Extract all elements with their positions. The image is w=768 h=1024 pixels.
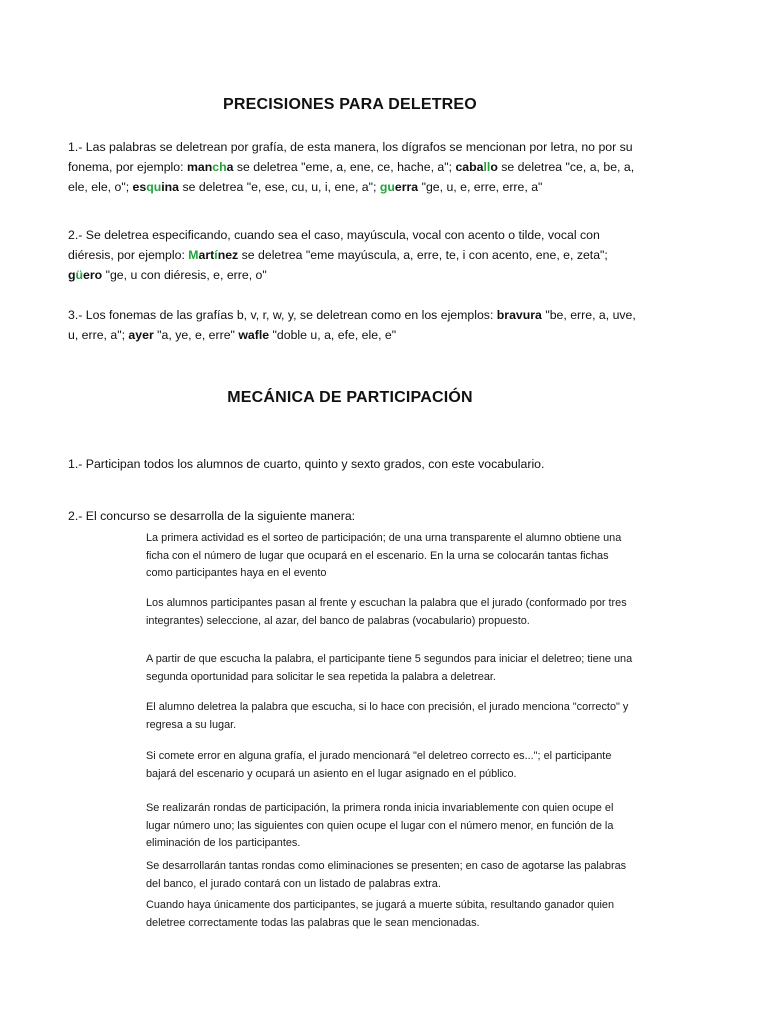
step-5: Si comete error en alguna grafía, el jurado mencionará "el deletreo correcto es..."; el participante bajará del escenario y ocupará un asiento en el lugar asignado en el público. bbox=[146, 750, 612, 780]
rule-1: 1.- Las palabras se deletrean por grafía, de esta manera, los dígrafos se mencionan por letra, no por su fonema, por ejemplo: mancha se deletrea "eme, a, ene, ce, hache, a"; caballo se deletrea "ce, a, be, a, ele, ele, o"; esquina se deletrea "e, ese, cu, u, i, ene, a"; guerra "ge, u, e, erre, erre, a" bbox=[68, 140, 635, 194]
example-word-caballo: caballo bbox=[455, 160, 498, 174]
mechanics-item-2: 2.- El concurso se desarrolla de la siguiente manera: bbox=[68, 509, 356, 523]
example-word-guero: güero bbox=[68, 268, 103, 282]
mechanics-item-1: 1.- Participan todos los alumnos de cuarto, quinto y sexto grados, con este vocabulario. bbox=[68, 457, 545, 471]
section-title-mecanica: MECÁNICA DE PARTICIPACIÓN bbox=[227, 389, 473, 406]
step-2: Los alumnos participantes pasan al frente y escuchan la palabra que el jurado (conformado por tres integrantes) seleccione, al azar, del banco de palabras (vocabulario) propuesto. bbox=[146, 597, 627, 627]
example-word-ayer: ayer bbox=[128, 328, 154, 342]
step-7: Se desarrollarán tantas rondas como eliminaciones se presenten; en caso de agotarse las palabras del banco, el jurado contará con un listado de palabras extra. bbox=[146, 860, 627, 890]
step-3: A partir de que escucha la palabra, el participante tiene 5 segundos para iniciar el deletreo; tiene una segunda oportunidad para solicitar le sea repetida la palabra a deletrear. bbox=[146, 653, 633, 683]
step-8: Cuando haya únicamente dos participantes, se jugará a muerte súbita, resultando ganador quien deletree correctamente todas las palabras que le sean mencionadas. bbox=[146, 899, 614, 929]
step-4: El alumno deletrea la palabra que escucha, si lo hace con precisión, el jurado menciona "correcto" y regresa a su lugar. bbox=[146, 701, 629, 731]
example-word-esquina: esquina bbox=[132, 180, 180, 194]
example-word-wafle: wafle bbox=[238, 328, 270, 342]
example-word-guerra: guerra bbox=[379, 180, 419, 194]
rule-3-intro: 3.- Los fonemas de las grafías b, v, r, w, y, se deletrean como en los ejemplos: bbox=[68, 308, 497, 322]
rule-2: 2.- Se deletrea especificando, cuando sea el caso, mayúscula, vocal con acento o tilde, vocal con diéresis, por ejemplo: Martínez se deletrea "eme mayúscula, a, erre, te, i con acento, ene, e, zeta"; güero "ge, u con diéresis, e, erre, o" bbox=[68, 228, 608, 282]
example-word-mancha: mancha bbox=[186, 160, 234, 174]
rule-2-intro: 2.- Se deletrea especificando, cuando sea el caso, mayúscula, vocal con acento o tilde, vocal con diéresis, por ejemplo: bbox=[68, 228, 600, 262]
step-6: Se realizarán rondas de participación, la primera ronda inicia invariablemente con quien ocupe el lugar número uno; las siguientes con quien ocupe el lugar con el número menor, en función de la eliminación de los participantes. bbox=[146, 802, 614, 849]
section-title-deletreo: PRECISIONES PARA DELETREO bbox=[223, 96, 477, 113]
rule-1-intro: 1.- Las palabras se deletrean por grafía, de esta manera, los dígrafos se mencionan por letra, no por su fonema, por ejemplo: bbox=[68, 140, 633, 174]
example-word-martinez: Martínez bbox=[188, 248, 239, 262]
step-1: La primera actividad es el sorteo de participación; de una urna transparente el alumno obtiene una ficha con el número de lugar que ocupará en el escenario. En la urna se colocarán tantas fichas como participantes haya en el evento bbox=[146, 532, 622, 579]
example-word-bravura: bravura bbox=[496, 308, 542, 322]
rule-3: 3.- Los fonemas de las grafías b, v, r, w, y, se deletrean como en los ejemplos: bravura "be, erre, a, uve, u, erre, a"; ayer "a, ye, e, erre" wafle "doble u, a, efe, ele, e" bbox=[68, 308, 636, 342]
